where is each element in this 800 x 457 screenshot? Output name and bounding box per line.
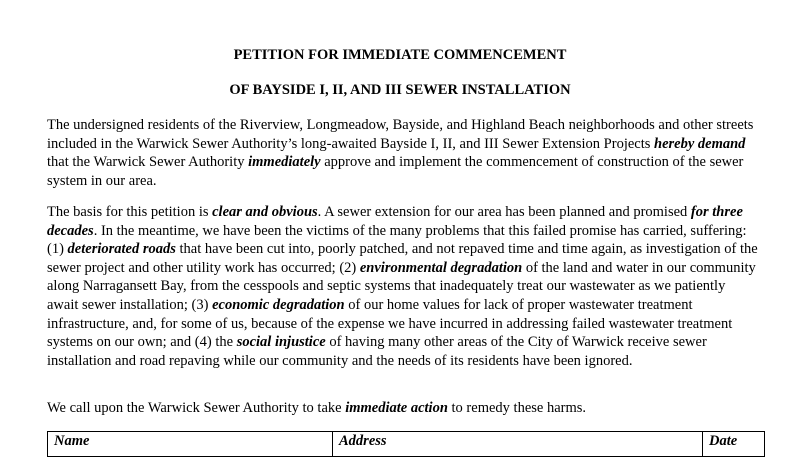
basis-paragraph — [47, 203, 759, 370]
text-run: . A sewer extension for our area has been planned and promised — [317, 204, 691, 220]
text-run: of having many other areas of the City of Warwick receive sewer installation and road repaving while our community and the needs of its residents have been ignored. — [47, 334, 707, 369]
text-run: that have been cut into, poorly patched, and not repaved time and time again, as investigation of the sewer project and other utility work has occurred; (2) — [47, 241, 758, 276]
signature-table-header-row — [48, 432, 765, 457]
text-run: The undersigned residents of the Riverview, Longmeadow, Bayside, and Highland Beach neighborhoods and other streets included in the Warwick Sewer Authority’s long-awaited Bayside I, II, and III Sewer Extension Projects — [47, 117, 754, 152]
text-run: of our home values for lack of proper wastewater treatment infrastructure, and, for some of us, because of the expense we have incurred in addressing failed wastewater treatment systems on our own; and (4) the — [47, 296, 733, 351]
emphasis-deteriorated-roads: deteriorated roads — [67, 241, 176, 258]
call-to-action-paragraph — [47, 399, 759, 418]
emphasis-immediate-action: immediate action — [345, 400, 448, 416]
emphasis-three-decades: for three decades — [47, 204, 743, 239]
emphasis-social-injustice: social injustice — [236, 334, 326, 351]
intro-paragraph — [47, 116, 759, 190]
text-run: approve and implement the commencement of construction of the sewer system in our area. — [47, 154, 744, 189]
text-run: that the Warwick Sewer Authority — [47, 154, 249, 171]
text-run: . In the meantime, we have been the victims of the many problems that this failed promise has carried, suffering: (1) — [47, 222, 747, 258]
emphasis-immediately: immediately — [248, 154, 321, 171]
title-line-2: OF BAYSIDE I, II, AND III SEWER INSTALLATION — [229, 82, 571, 98]
emphasis-economic-degradation: economic degradation — [212, 296, 345, 313]
emphasis-environmental-degradation: environmental degradation — [359, 259, 523, 276]
text-run: We call upon the Warwick Sewer Authority to take — [47, 400, 346, 416]
header-date: Date — [703, 432, 765, 457]
signature-table — [47, 431, 765, 457]
text-run: The basis for this petition is — [47, 204, 213, 220]
text-run: of the land and water in our community along Narragansett Bay, from the cesspools and septic systems that inadequately treat our wastewater as we patiently await sewer installation; (3) — [47, 259, 756, 313]
emphasis-clear-and-obvious: clear and obvious — [212, 204, 318, 220]
header-name: Name — [48, 432, 333, 457]
header-address: Address — [333, 432, 703, 457]
emphasis-hereby-demand: hereby demand — [654, 135, 746, 152]
text-run: to remedy these harms. — [447, 400, 587, 416]
title-line-1: PETITION FOR IMMEDIATE COMMENCEMENT — [233, 47, 567, 63]
